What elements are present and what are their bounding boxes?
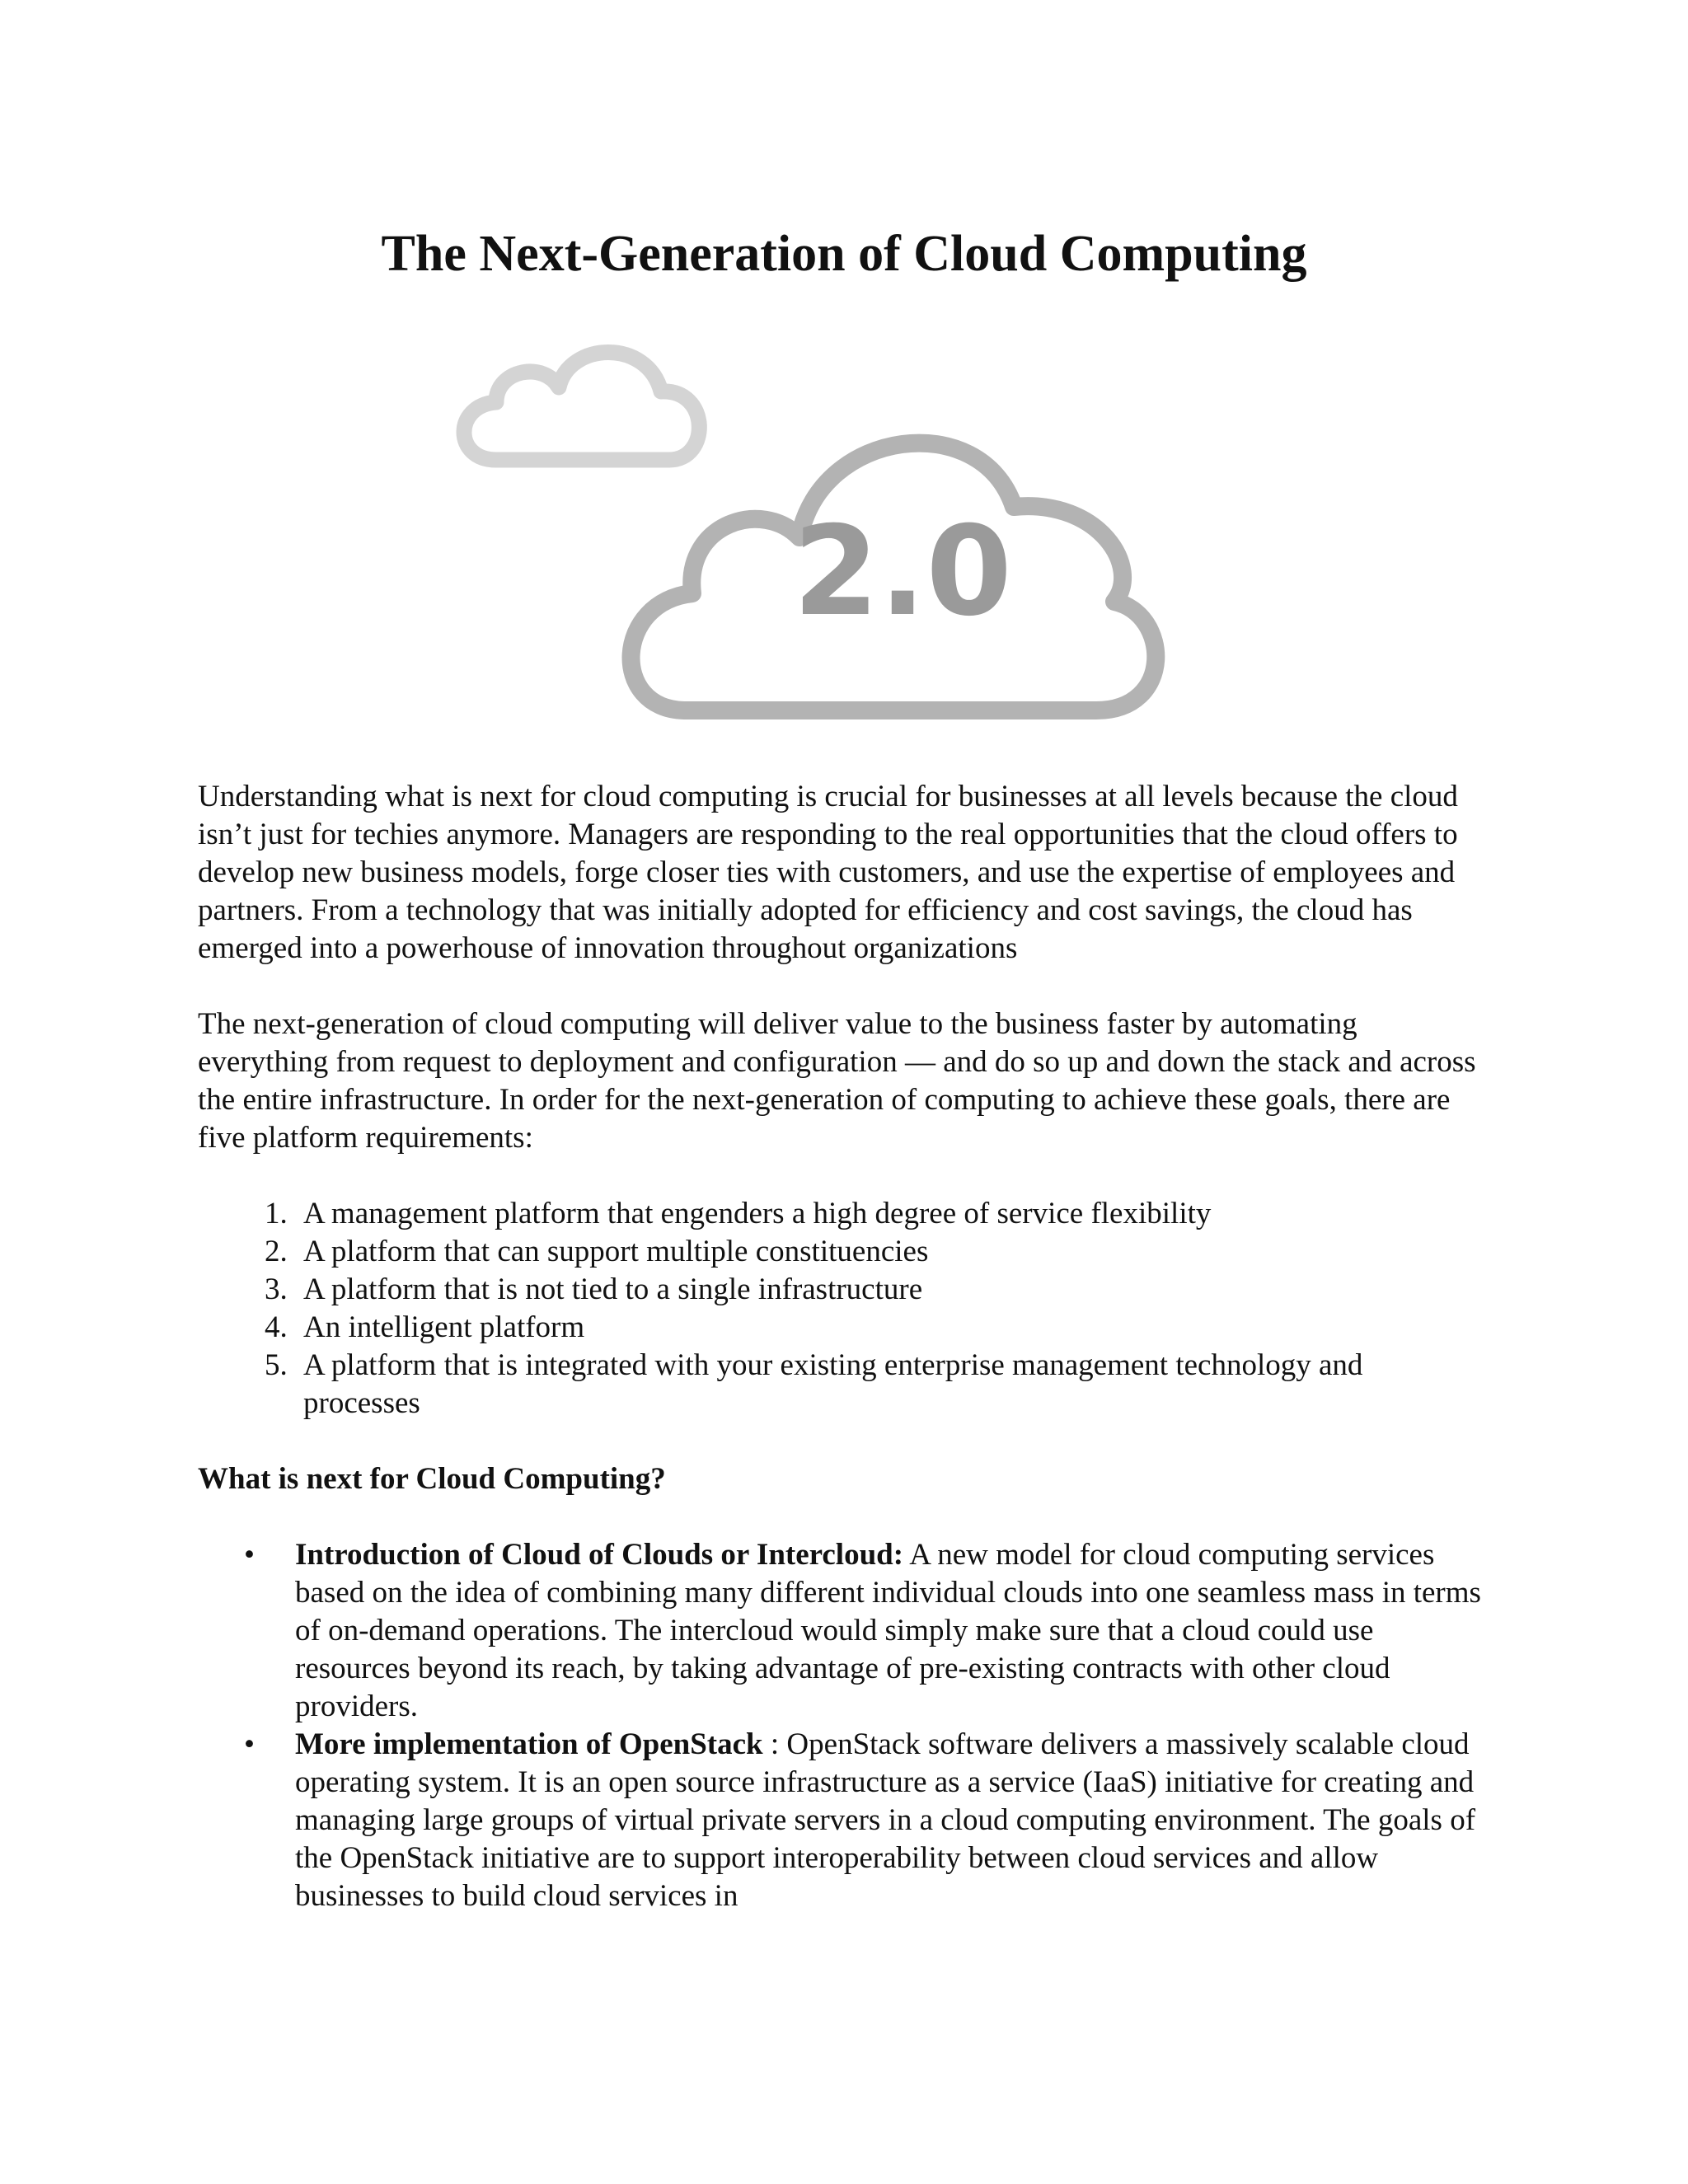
next-generation-paragraph: The next-generation of cloud computing will deliver value to the business faster by automating everything from request to deployment and configuration — and do so up and down the stack and across the entire infrastructure. In order for the next-generation of computing to achieve these goals, there are five platform requirements: [198, 1007, 1476, 1155]
section-heading: What is next for Cloud Computing? [198, 1462, 666, 1496]
item-text: A new model for cloud computing services based on the idea of combining many different individual clouds into one seamless mass in terms of on-demand operations. The intercloud would simply make sure that a cloud could use resources beyond its reach, by taking advantage of pre-existing contracts with other cloud providers. [295, 1538, 1481, 1723]
list-item: 2. A platform that can support multiple constituencies [295, 1233, 1484, 1271]
version-badge: 2.0 [793, 500, 1012, 644]
small-cloud-icon [464, 353, 699, 461]
list-item: 3. A platform that is not tied to a single infrastructure [295, 1271, 1484, 1309]
list-item [244, 1536, 1484, 1726]
item-text: : OpenStack software delivers a massively scalable cloud operating system. It is an open source infrastructure as a service (IaaS) initiative for creating and managing large groups of virtual private servers in a cloud computing environment. The goals of the OpenStack initiative are to support interoperability between cloud services and allow businesses to build cloud services in [295, 1727, 1476, 1913]
list-item: 1. A management platform that engenders a high degree of service flexibility [295, 1195, 1484, 1233]
bullet-icon: • [244, 1727, 255, 1761]
whats-next-list [198, 1536, 1484, 1915]
cloud-illustration [445, 330, 1203, 742]
intro-paragraph: Understanding what is next for cloud computing is crucial for businesses at all levels because the cloud isn’t just for techies anymore. Managers are responding to the real opportunities that the cloud offers to develop new business models, forge closer ties with customers, and use the expertise of employees and partners. From a technology that was initially adopted for efficiency and cost savings, the cloud has emerged into a powerhouse of innovation throughout organizations [198, 780, 1458, 965]
platform-requirements-list [198, 1195, 1484, 1422]
bullet-icon: • [244, 1538, 255, 1572]
list-item [244, 1726, 1484, 1915]
document-body [198, 778, 1484, 1915]
page-title: The Next-Generation of Cloud Computing [381, 226, 1307, 282]
item-lead: More implementation of OpenStack [295, 1727, 763, 1761]
item-lead: Introduction of Cloud of Clouds or Intercloud: [295, 1538, 904, 1572]
list-item: 5. A platform that is integrated with your existing enterprise management technology and processes [295, 1347, 1484, 1422]
list-item: 4. An intelligent platform [295, 1309, 1484, 1347]
